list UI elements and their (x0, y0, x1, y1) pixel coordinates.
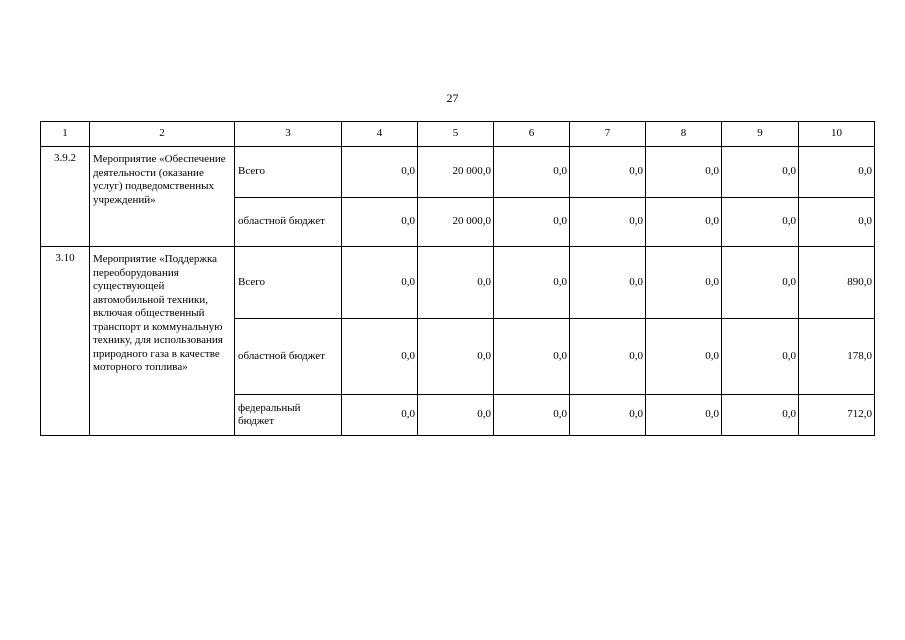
column-header-9: 9 (722, 122, 799, 147)
value-cell: 0,0 (342, 198, 418, 247)
column-header-4: 4 (342, 122, 418, 147)
value-cell: 0,0 (646, 198, 722, 247)
header-row (41, 122, 875, 147)
funding-source: областной бюджет (235, 319, 342, 395)
column-header-6: 6 (494, 122, 570, 147)
value-cell: 712,0 (799, 395, 875, 436)
value-cell: 20 000,0 (418, 147, 494, 198)
value-cell: 0,0 (570, 395, 646, 436)
column-header-10: 10 (799, 122, 875, 147)
value-cell: 0,0 (722, 319, 799, 395)
column-header-3: 3 (235, 122, 342, 147)
value-cell: 0,0 (646, 247, 722, 319)
value-cell: 0,0 (722, 147, 799, 198)
value-cell: 0,0 (722, 247, 799, 319)
column-header-8: 8 (646, 122, 722, 147)
value-cell: 178,0 (799, 319, 875, 395)
value-cell: 890,0 (799, 247, 875, 319)
column-header-5: 5 (418, 122, 494, 147)
page-number: 27 (446, 91, 459, 105)
value-cell: 0,0 (722, 198, 799, 247)
value-cell: 0,0 (570, 147, 646, 198)
value-cell: 0,0 (646, 319, 722, 395)
value-cell: 0,0 (418, 319, 494, 395)
funding-source: федеральный бюджет (235, 395, 342, 436)
value-cell: 0,0 (646, 395, 722, 436)
column-header-7: 7 (570, 122, 646, 147)
value-cell: 0,0 (342, 319, 418, 395)
item-description: Мероприятие «Поддержка переоборудования существующей автомобильной техники, включая общественный транспорт и коммунальную технику, для использования природного газа в качестве моторного топлива» (90, 247, 235, 436)
value-cell: 0,0 (494, 198, 570, 247)
value-cell: 0,0 (494, 147, 570, 198)
value-cell: 0,0 (342, 147, 418, 198)
value-cell: 0,0 (494, 319, 570, 395)
funding-source: областной бюджет (235, 198, 342, 247)
value-cell: 0,0 (494, 395, 570, 436)
budget-table (40, 121, 875, 436)
value-cell: 0,0 (494, 247, 570, 319)
item-description: Мероприятие «Обеспечение деятельности (оказание услуг) подведомственных учреждений» (90, 147, 235, 247)
value-cell: 0,0 (342, 395, 418, 436)
table-row (41, 147, 875, 198)
value-cell: 0,0 (799, 198, 875, 247)
item-number: 3.9.2 (41, 147, 90, 247)
value-cell: 0,0 (418, 247, 494, 319)
funding-source: Всего (235, 247, 342, 319)
funding-source: Всего (235, 147, 342, 198)
column-header-2: 2 (90, 122, 235, 147)
value-cell: 0,0 (570, 247, 646, 319)
value-cell: 0,0 (342, 247, 418, 319)
column-header-1: 1 (41, 122, 90, 147)
value-cell: 0,0 (722, 395, 799, 436)
value-cell: 0,0 (799, 147, 875, 198)
table-row (41, 247, 875, 319)
value-cell: 0,0 (646, 147, 722, 198)
value-cell: 0,0 (418, 395, 494, 436)
item-number: 3.10 (41, 247, 90, 436)
value-cell: 20 000,0 (418, 198, 494, 247)
value-cell: 0,0 (570, 198, 646, 247)
value-cell: 0,0 (570, 319, 646, 395)
